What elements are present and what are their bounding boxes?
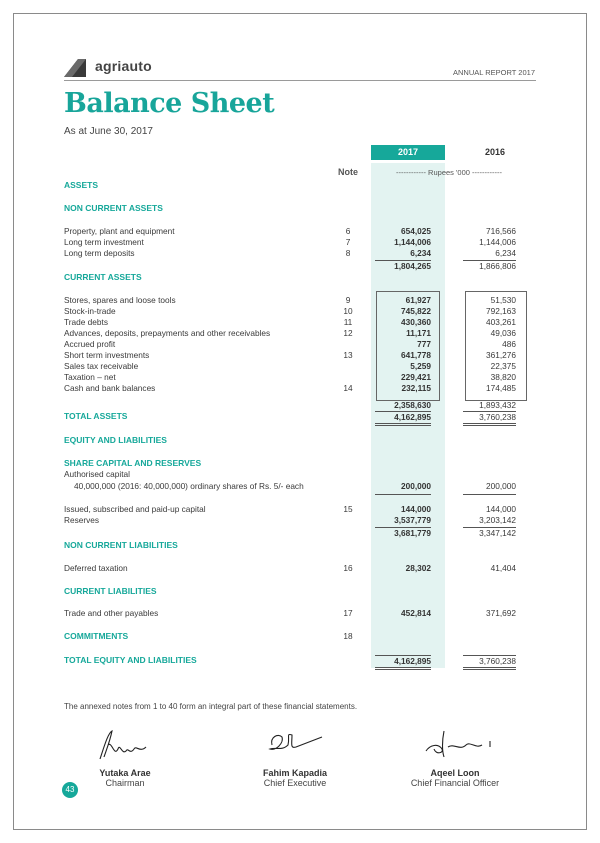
value-2017: 777 xyxy=(417,339,431,349)
row-note: 16 xyxy=(343,563,353,573)
row-note: 12 xyxy=(343,328,353,338)
value-2017: 11,171 xyxy=(406,328,431,338)
value-2017: 745,822 xyxy=(401,306,431,316)
row-label: Long term deposits xyxy=(64,248,135,258)
units-label: ------------ Rupees '000 ------------ xyxy=(396,168,502,177)
row-long-term-deposits xyxy=(64,248,534,259)
row-note: 10 xyxy=(343,306,353,316)
cfo-signature-icon xyxy=(420,727,500,763)
page-title: Balance Sheet xyxy=(64,88,275,119)
value-2016: 22,375 xyxy=(490,361,516,371)
subtotal-2016: 1,866,806 xyxy=(463,260,516,272)
value-2016: 41,404 xyxy=(490,563,516,573)
row-note: 17 xyxy=(343,608,353,618)
chairman-signature-icon xyxy=(96,727,156,763)
row-label: Property, plant and equipment xyxy=(64,226,175,236)
row-stores xyxy=(64,295,534,306)
row-note: 15 xyxy=(343,504,353,514)
row-issued-capital xyxy=(64,504,534,515)
note-column-header: Note xyxy=(338,167,358,177)
row-note: 11 xyxy=(343,317,353,327)
signatory-chairman xyxy=(70,768,180,788)
row-non-current-assets-total xyxy=(64,260,534,271)
signatory-role: Chief Executive xyxy=(263,778,327,788)
heading-non-current-liabilities: NON CURRENT LIABILITIES xyxy=(64,540,178,550)
value-2017: 144,000 xyxy=(401,504,431,514)
value-2016: 371,692 xyxy=(486,608,516,618)
value-2017: 229,421 xyxy=(401,372,431,382)
row-label: Short term investments xyxy=(64,350,150,360)
heading-non-current-assets: NON CURRENT ASSETS xyxy=(64,203,163,213)
row-label: Deferred taxation xyxy=(64,563,128,573)
header-divider xyxy=(64,80,536,81)
value-2017: 6,234 xyxy=(410,248,431,258)
year-prior-header: 2016 xyxy=(484,147,506,157)
total-2016: 3,760,238 xyxy=(463,411,516,426)
row-note: 6 xyxy=(345,226,351,236)
row-short-term-investments xyxy=(64,350,534,361)
row-note: 13 xyxy=(343,350,353,360)
row-label: Stock-in-trade xyxy=(64,306,116,316)
row-stock-in-trade xyxy=(64,306,534,317)
value-2016: 174,485 xyxy=(486,383,516,393)
value-2017: 3,537,779 xyxy=(394,515,431,525)
subtotal-2017: 1,804,265 xyxy=(375,260,431,272)
brand-name: agriauto xyxy=(95,58,152,74)
row-total-equity-liabilities xyxy=(64,655,534,666)
row-note: 7 xyxy=(345,237,351,247)
row-label: Reserves xyxy=(64,515,100,525)
row-commitments xyxy=(64,631,534,642)
value-2016: 51,530 xyxy=(490,295,516,305)
row-label: Accrued profit xyxy=(64,339,116,349)
signatory-role: Chairman xyxy=(105,778,145,788)
heading-current-liabilities: CURRENT LIABILITIES xyxy=(64,586,157,596)
value-2017: 641,778 xyxy=(401,350,431,360)
footnote: The annexed notes from 1 to 40 form an integral part of these financial statements. xyxy=(64,702,358,711)
total-2017: 4,162,895 xyxy=(375,655,431,670)
subtotal-2017: 3,681,779 xyxy=(375,527,431,539)
row-label: Advances, deposits, prepayments and other receivables xyxy=(64,328,271,338)
heading-equity-liabilities: EQUITY AND LIABILITIES xyxy=(64,435,167,445)
value-2016: 716,566 xyxy=(486,226,516,236)
report-label: ANNUAL REPORT 2017 xyxy=(453,68,535,77)
row-advances xyxy=(64,328,534,339)
value-2017: 430,360 xyxy=(401,317,431,327)
year-current-header: 2017 xyxy=(371,145,445,160)
auth-rule-2016 xyxy=(463,494,516,495)
heading-commitments: COMMITMENTS xyxy=(64,631,129,641)
total-2016: 3,760,238 xyxy=(463,655,516,670)
row-note: 8 xyxy=(345,248,351,258)
value-2017: 61,927 xyxy=(405,295,431,305)
value-2016: 38,820 xyxy=(490,372,516,382)
heading-total-equity-liabilities: TOTAL EQUITY AND LIABILITIES xyxy=(64,655,197,665)
row-label: Sales tax receivable xyxy=(64,361,139,371)
row-total-assets xyxy=(64,411,534,422)
row-long-term-investment xyxy=(64,237,534,248)
row-sales-tax xyxy=(64,361,534,372)
value-2017: 5,259 xyxy=(410,361,431,371)
row-reserves xyxy=(64,515,534,526)
value-2016: 6,234 xyxy=(495,248,516,258)
row-label: Stores, spares and loose tools xyxy=(64,295,176,305)
signatory-role: Chief Financial Officer xyxy=(410,778,500,788)
row-authorised-capital-label xyxy=(64,469,534,480)
value-2016: 361,276 xyxy=(486,350,516,360)
row-note: 14 xyxy=(343,383,353,393)
row-accrued-profit xyxy=(64,339,534,350)
row-trade-debts xyxy=(64,317,534,328)
value-2017: 232,115 xyxy=(401,383,431,393)
row-label: Trade and other payables xyxy=(64,608,159,618)
value-2017: 200,000 xyxy=(401,481,431,491)
value-2016: 403,261 xyxy=(486,317,516,327)
subtotal-2016: 3,347,142 xyxy=(463,527,516,539)
row-label: Long term investment xyxy=(64,237,144,247)
value-2016: 200,000 xyxy=(486,481,516,491)
heading-current-assets: CURRENT ASSETS xyxy=(64,272,142,282)
agriauto-logo-icon xyxy=(64,57,94,77)
subtotal-2016: 1,893,432 xyxy=(479,400,516,410)
signatory-name: Fahim Kapadia xyxy=(262,768,327,778)
row-label: Trade debts xyxy=(64,317,108,327)
heading-assets: ASSETS xyxy=(64,180,99,190)
ceo-signature-icon xyxy=(262,727,332,763)
value-2017: 654,025 xyxy=(401,226,431,236)
row-current-assets-total xyxy=(64,400,534,411)
heading-share-capital: SHARE CAPITAL AND RESERVES xyxy=(64,458,202,468)
row-authorised-capital xyxy=(64,481,534,492)
row-deferred-taxation xyxy=(64,563,534,574)
signatory-cfo xyxy=(392,768,518,788)
row-label: 40,000,000 (2016: 40,000,000) ordinary shares of Rs. 5/- each xyxy=(74,481,304,491)
value-2016: 486 xyxy=(502,339,516,349)
row-taxation xyxy=(64,372,534,383)
row-note: 9 xyxy=(345,295,351,305)
row-cash xyxy=(64,383,534,394)
value-2016: 144,000 xyxy=(486,504,516,514)
value-2016: 3,203,142 xyxy=(479,515,516,525)
row-note: 18 xyxy=(343,631,353,641)
signatory-ceo xyxy=(240,768,350,788)
page-subtitle: As at June 30, 2017 xyxy=(64,126,153,137)
subtotal-2017: 2,358,630 xyxy=(394,400,431,410)
signatory-name: Aqeel Loon xyxy=(430,768,480,778)
heading-total-assets: TOTAL ASSETS xyxy=(64,411,128,421)
row-label: Authorised capital xyxy=(64,469,130,479)
value-2016: 1,144,006 xyxy=(479,237,516,247)
page-number: 43 xyxy=(62,782,78,798)
row-equity-total xyxy=(64,527,534,538)
row-ppe xyxy=(64,226,534,237)
value-2016: 792,163 xyxy=(486,306,516,316)
row-label: Taxation – net xyxy=(64,372,116,382)
value-2017: 28,302 xyxy=(405,563,431,573)
value-2017: 452,814 xyxy=(401,608,431,618)
total-2017: 4,162,895 xyxy=(375,411,431,426)
value-2017: 1,144,006 xyxy=(394,237,431,247)
value-2016: 49,036 xyxy=(490,328,516,338)
auth-rule-2017 xyxy=(375,494,431,495)
row-trade-payables xyxy=(64,608,534,619)
signatory-name: Yutaka Arae xyxy=(99,768,151,778)
row-label: Cash and bank balances xyxy=(64,383,156,393)
row-label: Issued, subscribed and paid-up capital xyxy=(64,504,206,514)
